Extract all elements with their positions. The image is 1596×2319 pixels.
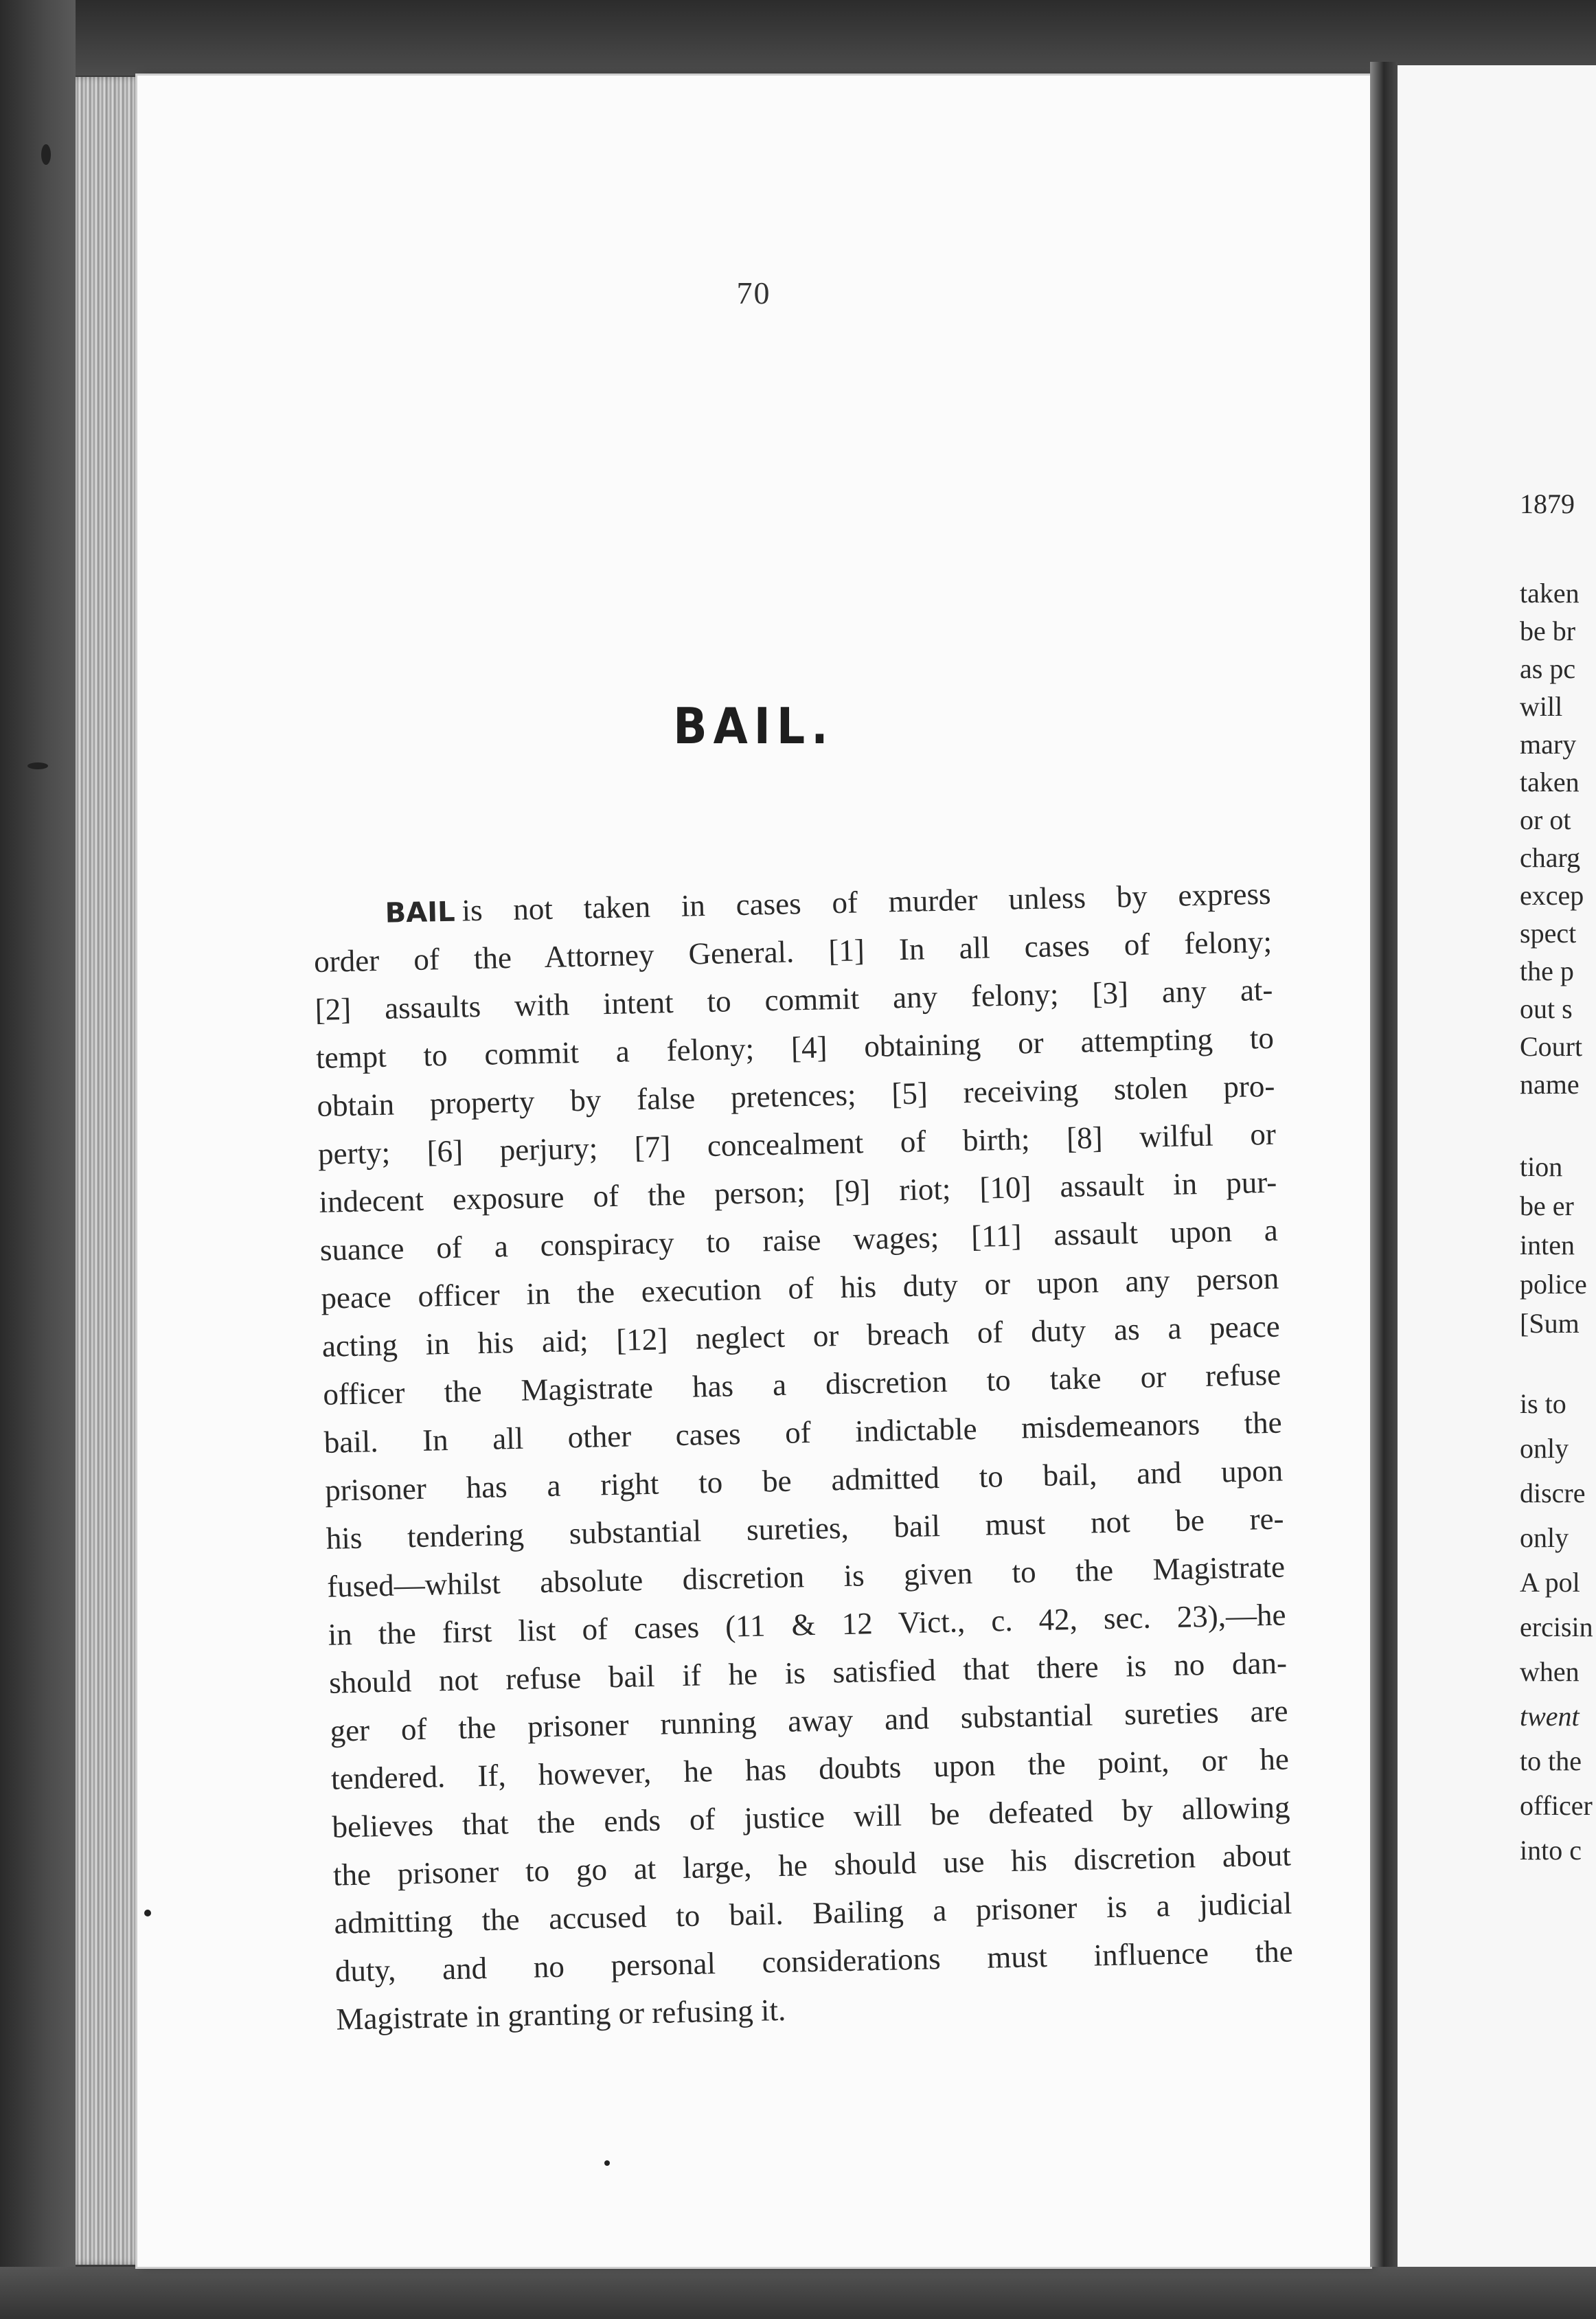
body-line: indecent exposure of the person; [9] riot; [10] assault in pur- bbox=[319, 1164, 1277, 1219]
lead-word: BAIL bbox=[385, 896, 456, 929]
body-line: tendered. If, however, he has doubts upon the point, or he bbox=[330, 1741, 1290, 1796]
next-page-fragment: will bbox=[1520, 691, 1563, 722]
body-line: obtain property by false pretences; [5] receiving stolen pro- bbox=[317, 1068, 1275, 1123]
body-line: [2] assaults with intent to commit any felony; [3] any at- bbox=[315, 972, 1273, 1027]
next-page-fragment: spect bbox=[1520, 918, 1577, 949]
next-page-fragment: when bbox=[1520, 1656, 1580, 1687]
next-page-fragment: discre bbox=[1520, 1478, 1586, 1508]
right-page-fragment bbox=[1398, 65, 1596, 2267]
body-line: should not refuse bail if he is satisfied that there is no dan- bbox=[328, 1645, 1288, 1700]
body-line: the prisoner to go at large, he should use his discretion about bbox=[332, 1837, 1292, 1892]
next-page-header: 1879 bbox=[1520, 488, 1575, 519]
next-page-fragment: officer bbox=[1520, 1790, 1593, 1821]
next-page-fragment: excep bbox=[1520, 880, 1584, 911]
next-page-fragment: mary bbox=[1520, 729, 1577, 760]
scan-speck bbox=[604, 2160, 610, 2166]
left-page bbox=[137, 76, 1370, 2267]
body-line: prisoner has a right to be admitted to bail, and upon bbox=[324, 1453, 1284, 1508]
scan-speck bbox=[41, 144, 51, 165]
next-page-fragment: ercisin bbox=[1520, 1611, 1593, 1642]
next-page-fragment: police bbox=[1520, 1269, 1587, 1300]
next-page-fragment: tion bbox=[1520, 1151, 1563, 1182]
section-heading: BAIL. bbox=[673, 697, 834, 755]
scanner-background-left bbox=[0, 0, 76, 2319]
next-page-fragment: A pol bbox=[1520, 1567, 1580, 1598]
body-line: officer the Magistrate has a discretion to take or refuse bbox=[322, 1357, 1281, 1412]
body-line: in the first list of cases (11 & 12 Vict., c. 42, sec. 23),—he bbox=[328, 1597, 1286, 1652]
body-line-text: is not taken in cases of murder unless by express bbox=[461, 876, 1271, 928]
body-line: duty, and no personal considerations must influence the bbox=[334, 1934, 1294, 1989]
body-line: order of the Attorney General. [1] In all cases of felony; bbox=[313, 924, 1273, 979]
body-line: peace officer in the execution of his duty or upon any person bbox=[320, 1260, 1279, 1315]
next-page-fragment: name bbox=[1520, 1069, 1580, 1100]
next-page-fragment: inten bbox=[1520, 1230, 1575, 1260]
body-line: suance of a conspiracy to raise wages; [11] assault upon a bbox=[319, 1212, 1279, 1267]
scanner-background-bottom bbox=[0, 2267, 1596, 2319]
body-line: ger of the prisoner running away and substantial sureties are bbox=[330, 1693, 1288, 1748]
next-page-fragment: taken bbox=[1520, 578, 1580, 609]
next-page-fragment: is to bbox=[1520, 1388, 1566, 1419]
body-line: his tendering substantial sureties, bail must not be re- bbox=[326, 1501, 1285, 1556]
book-gutter bbox=[1370, 62, 1398, 2267]
next-page-fragment: be er bbox=[1520, 1190, 1574, 1221]
next-page-fragment: into c bbox=[1520, 1835, 1582, 1866]
body-line: Magistrate in granting or refusing it. bbox=[335, 1992, 786, 2037]
next-page-fragment: twent bbox=[1520, 1701, 1580, 1732]
scan-speck bbox=[27, 762, 48, 769]
next-page-fragment: out s bbox=[1520, 993, 1573, 1024]
scanner-background-top bbox=[0, 0, 1596, 76]
next-page-fragment: as pc bbox=[1520, 653, 1576, 684]
body-line: believes that the ends of justice will be defeated by allowing bbox=[332, 1789, 1290, 1844]
body-line: bail. In all other cases of indictable misdemeanors the bbox=[323, 1405, 1283, 1460]
body-line: tempt to commit a felony; [4] obtaining or attempting to bbox=[315, 1020, 1275, 1075]
next-page-fragment: taken bbox=[1520, 767, 1580, 797]
scan-speck bbox=[144, 1910, 151, 1916]
next-page-fragment: charg bbox=[1520, 842, 1581, 873]
page-number: 70 bbox=[736, 275, 771, 310]
body-line: acting in his aid; [12] neglect or breach of duty as a peace bbox=[321, 1309, 1281, 1364]
next-page-fragment: to the bbox=[1520, 1745, 1582, 1776]
next-page-fragment: only bbox=[1520, 1433, 1569, 1464]
body-line: admitting the accused to bail. Bailing a prisoner is a judicial bbox=[333, 1886, 1292, 1941]
next-page-fragment: Court bbox=[1520, 1031, 1583, 1062]
next-page-fragment: be br bbox=[1520, 615, 1576, 646]
body-line: perty; [6] perjury; [7] concealment of birth; [8] wilful or bbox=[317, 1116, 1277, 1171]
body-line: fused—whilst absolute discretion is given to the Magistrate bbox=[326, 1549, 1286, 1604]
page-edge-stack bbox=[76, 77, 144, 2265]
next-page-fragment: or ot bbox=[1520, 804, 1571, 835]
next-page-fragment: [Sum bbox=[1520, 1308, 1580, 1339]
next-page-fragment: only bbox=[1520, 1522, 1569, 1553]
next-page-fragment: the p bbox=[1520, 955, 1574, 986]
body-paragraph bbox=[312, 870, 1295, 2044]
